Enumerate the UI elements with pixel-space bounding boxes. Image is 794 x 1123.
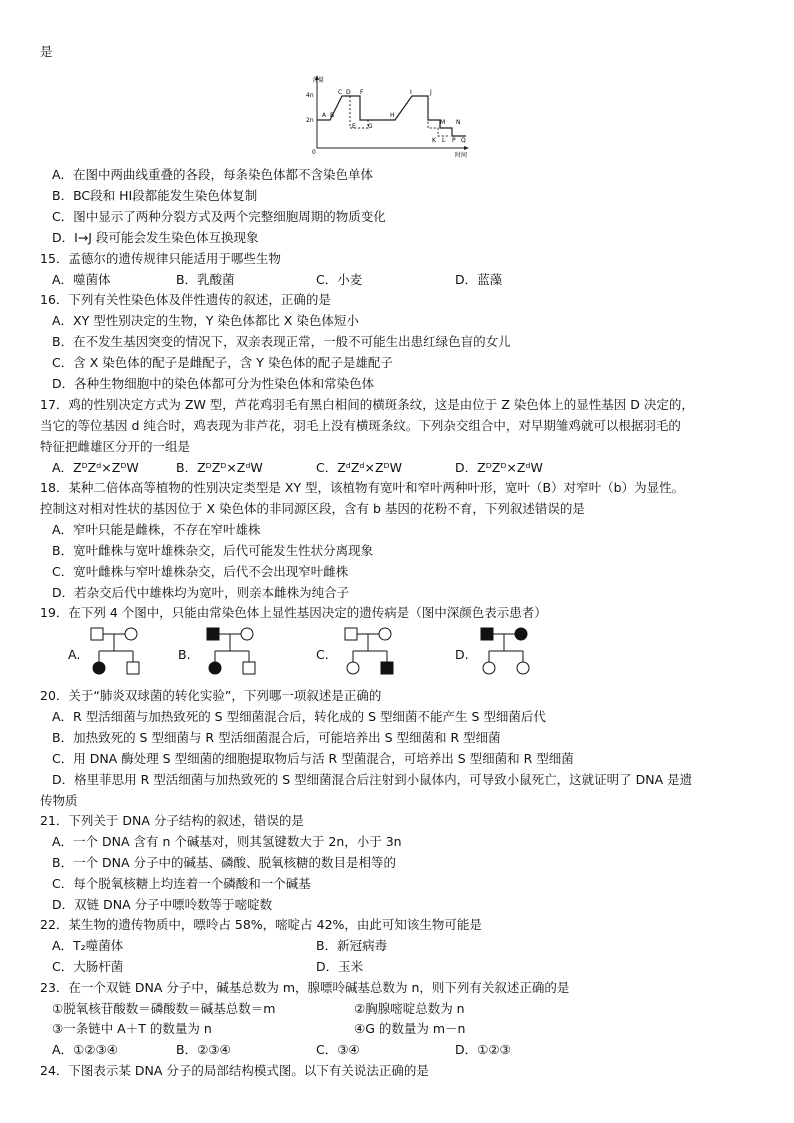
pt-F: F [360, 89, 364, 96]
q21-stem: 21．下列关于 DNA 分子结构的叙述，错误的是 [40, 813, 304, 828]
q23-option-d: D．①②③ [455, 1042, 511, 1057]
q20-option-a: A．R 型活细菌与加热致死的 S 型细菌混合后，转化成的 S 型细菌不能产生 S 型细菌后代 [52, 709, 546, 724]
dna-content-graph [300, 70, 480, 162]
q14-option-b: B．BC段和 HI段都能发生染色体复制 [52, 188, 258, 203]
q15-option-c: C．小麦 [316, 272, 363, 287]
q17-stem-line2: 当它的等位基因 d 纯合时，鸡表现为非芦花，羽毛上没有横斑条纹。下列杂交组合中，对早期雏鸡就可以根据羽毛的 [40, 418, 681, 433]
q16-option-a: A．XY 型性别决定的生物，Y 染色体都比 X 染色体短小 [52, 313, 359, 328]
pt-A: A [322, 112, 327, 119]
pt-G: G [368, 123, 373, 130]
q24-stem: 24．下图表示某 DNA 分子的局部结构模式图。以下有关说法正确的是 [40, 1063, 429, 1078]
q15-stem: 15．孟德尔的遗传规律只能适用于哪些生物 [40, 251, 281, 266]
q22-option-b: B．新冠病毒 [316, 938, 388, 953]
q17-stem-line1: 17．鸡的性别决定方式为 ZW 型，芦花鸡羽毛有黑白相间的横斑条纹，这是由位于 Z 染色体上的显性基因 D 决定的， [40, 397, 694, 412]
pedigree-d [476, 626, 536, 678]
q20-option-c: C．用 DNA 酶处理 S 型细菌的细胞提取物后与活 R 型菌混合，可培养出 S 型细菌和 R 型细菌 [52, 751, 574, 766]
q17-option-a: A．ZᴰZᵈ×ZᴰW [52, 460, 139, 475]
q16-option-b: B．在不发生基因突变的情况下，双亲表现正常，一般不可能生出患红绿色盲的女儿 [52, 334, 511, 349]
q19-stem: 19．在下列 4 个图中，只能由常染色体上显性基因决定的遗传病是（图中深颜色表示患者） [40, 605, 547, 620]
q14-option-c: C．图中显示了两种分裂方式及两个完整细胞周期的物质变化 [52, 209, 386, 224]
q19-label-d: D. [455, 647, 469, 662]
q17-stem-line3: 特征把雌雄区分开的一组是 [40, 439, 191, 454]
q23-option-c: C．③④ [316, 1042, 360, 1057]
q15-option-a: A．噬菌体 [52, 272, 111, 287]
q16-option-d: D．各种生物细胞中的染色体都可分为性染色体和常染色体 [52, 376, 375, 391]
pt-H: H [390, 112, 395, 119]
q16-option-c: C．含 X 染色体的配子是雌配子，含 Y 染色体的配子是雄配子 [52, 355, 393, 370]
pedigree-a [86, 626, 146, 678]
q22-option-d: D．玉米 [316, 959, 364, 974]
q22-option-c: C．大肠杆菌 [52, 959, 124, 974]
q23-item-1: ①脱氧核苷酸数＝磷酸数＝碱基总数＝m [52, 1001, 276, 1016]
q18-option-b: B．宽叶雌株与宽叶雄株杂交，后代可能发生性状分离现象 [52, 543, 374, 558]
q22-option-a: A．T₂噬菌体 [52, 938, 124, 953]
q18-option-c: C．宽叶雌株与窄叶雄株杂交，后代不会出现窄叶雌株 [52, 564, 349, 579]
q18-stem-line1: 18．某种二倍体高等植物的性别决定类型是 XY 型，该植物有宽叶和窄叶两种叶形，宽叶（B）对窄叶（b）为显性。 [40, 480, 685, 495]
q16-stem: 16．下列有关性染色体及伴性遗传的叙述，正确的是 [40, 292, 331, 307]
pt-K: K [432, 137, 436, 144]
origin-label: 0 [312, 149, 316, 156]
q23-item-4: ④G 的数量为 m－n [354, 1021, 466, 1036]
q17-option-d: D．ZᴰZᴰ×ZᵈW [455, 460, 543, 475]
q17-option-c: C．ZᵈZᵈ×ZᴰW [316, 460, 402, 475]
q20-option-d: D．格里菲思用 R 型活细菌与加热致死的 S 型细菌混合后注射到小鼠体内，可导致小鼠死亡，这就证明了 DNA 是遗 [52, 772, 693, 787]
pt-B: B [330, 112, 335, 119]
q19-label-b: B. [178, 647, 191, 662]
q17-option-b: B．ZᴰZᴰ×ZᵈW [176, 460, 263, 475]
top-text: 是 [40, 44, 53, 59]
pt-L: L [442, 137, 446, 144]
q23-item-2: ②胸腺嘧啶总数为 n [354, 1001, 465, 1016]
x-axis-title: 时间 [455, 152, 468, 159]
pt-Q: Q [461, 137, 466, 144]
q20-stem: 20．关于“肺炎双球菌的转化实验”，下列哪一项叙述是正确的 [40, 688, 382, 703]
q21-option-b: B．一个 DNA 分子中的碱基、磷酸、脱氧核糖的数目是相等的 [52, 855, 397, 870]
pt-C: C [338, 89, 343, 96]
pt-E: E [352, 123, 356, 130]
pt-I: I [410, 89, 412, 96]
q21-option-a: A．一个 DNA 含有 n 个碱基对，则其氢键数大于 2n，小于 3n [52, 834, 402, 849]
q14-option-a: A．在图中两曲线重叠的各段，每条染色体都不含染色单体 [52, 167, 374, 182]
q20-option-b: B．加热致死的 S 型细菌与 R 型活细菌混合后，可能培养出 S 型细菌和 R 型细菌 [52, 730, 501, 745]
pedigree-c [340, 626, 400, 678]
y-tick-4n: 4n [306, 92, 314, 99]
q14-option-d: D．I→J 段可能会发生染色体互换现象 [52, 230, 259, 245]
q19-label-a: A. [68, 647, 81, 662]
pt-P: P [452, 137, 456, 144]
q15-option-d: D．蓝藻 [455, 272, 503, 287]
pt-M: M [440, 119, 446, 126]
y-tick-2n: 2n [306, 117, 314, 124]
q23-item-3: ③一条链中 A＋T 的数量为 n [52, 1021, 212, 1036]
q20-option-d-cont: 传物质 [40, 793, 78, 808]
q23-option-a: A．①②③④ [52, 1042, 118, 1057]
q18-option-a: A．窄叶只能是雌株，不存在窄叶雄株 [52, 522, 261, 537]
pt-J: J [430, 89, 432, 96]
q19-label-c: C. [316, 647, 329, 662]
q15-option-b: B．乳酸菌 [176, 272, 235, 287]
y-axis-title: 含量 [312, 77, 325, 84]
q21-option-d: D．双链 DNA 分子中嘌呤数等于嘧啶数 [52, 897, 273, 912]
q21-option-c: C．每个脱氧核糖上均连着一个磷酸和一个碱基 [52, 876, 311, 891]
q18-option-d: D．若杂交后代中雄株均为宽叶，则亲本雌株为纯合子 [52, 585, 350, 600]
q23-stem: 23．在一个双链 DNA 分子中，碱基总数为 m，腺嘌呤碱基总数为 n，则下列有关叙述正确的是 [40, 980, 570, 995]
pt-D: D [346, 89, 351, 96]
pt-N: N [456, 119, 461, 126]
q23-option-b: B．②③④ [176, 1042, 231, 1057]
q22-stem: 22．某生物的遗传物质中，嘌呤占 58%，嘧啶占 42%，由此可知该生物可能是 [40, 917, 482, 932]
pedigree-b [202, 626, 262, 678]
q18-stem-line2: 控制这对相对性状的基因位于 X 染色体的非同源区段，含有 b 基因的花粉不育，下列叙述错误的是 [40, 501, 585, 516]
